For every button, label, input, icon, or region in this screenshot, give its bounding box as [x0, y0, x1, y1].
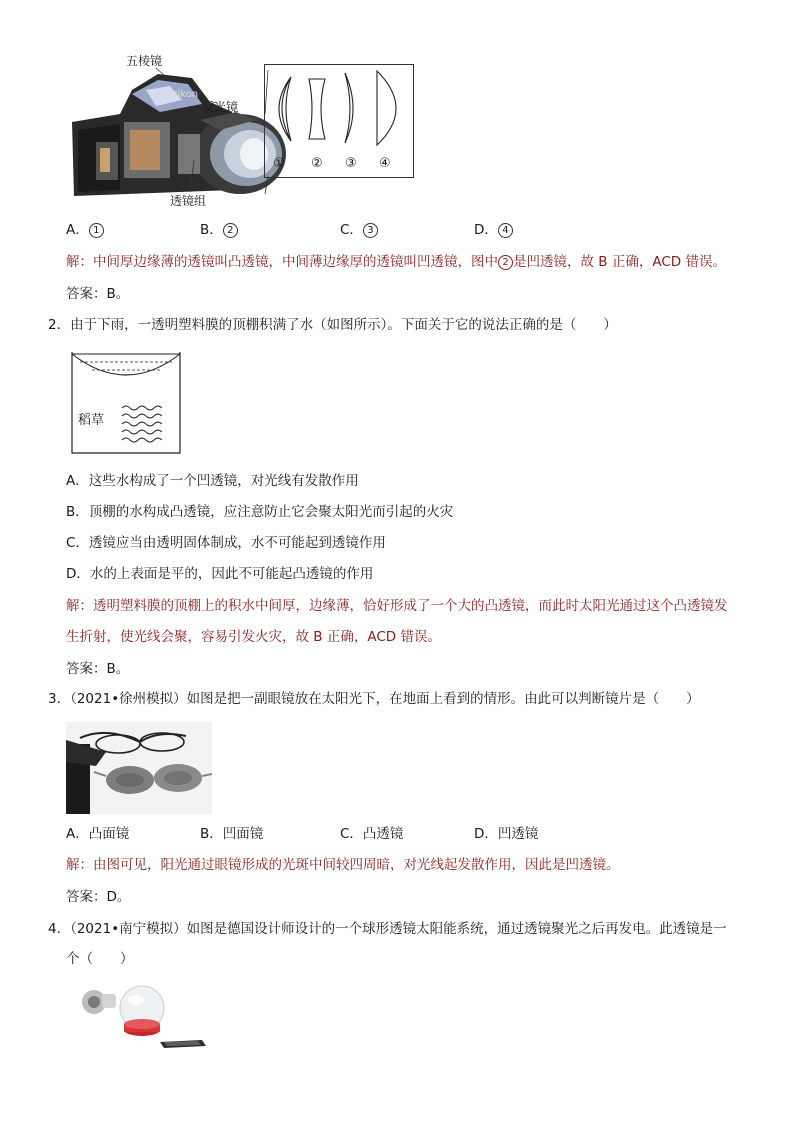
q4-stem-line-2: 个（ ） [66, 951, 134, 967]
q1-answer: 答案：B。 [66, 286, 130, 302]
roof-water-illustration [70, 350, 182, 455]
prism-label: 五棱镜 [126, 54, 163, 68]
q2-solution-line-2: 生折射，使光线会聚，容易引发火灾，故 B 正确，ACD 错误。 [66, 629, 441, 645]
lens-number-4: ④ [379, 156, 391, 171]
q2-option-d[interactable]: D．水的上表面是平的，因此不可能起凸透镜的作用 [66, 566, 374, 582]
lens-types-box [264, 64, 414, 178]
q2-answer: 答案：B。 [66, 661, 130, 677]
q4-stem-line-1: 4．（2021•南宁模拟）如图是德国设计师设计的一个球形透镜太阳能系统，通过透镜聚光之后再发电。此透镜是一 [48, 921, 727, 937]
glasses-figure [66, 722, 212, 814]
mirror-label: 反光镜 [202, 100, 239, 114]
circled-number: 2 [498, 255, 513, 270]
q2-option-b[interactable]: B．顶棚的水构成凸透镜，应注意防止它会聚太阳光而引起的火灾 [66, 504, 454, 520]
q2-stem: 2．由于下雨，一透明塑料膜的顶棚积满了水（如图所示）。下面关于它的说法正确的是（ ） [48, 317, 617, 333]
q3-option-c[interactable]: C．凸透镜 [340, 826, 404, 842]
q3-option-d[interactable]: D．凹透镜 [474, 826, 539, 842]
straw-label: 稻草 [78, 413, 105, 428]
q2-solution-line-1: 解：透明塑料膜的顶棚上的积水中间厚，边缘薄，恰好形成了一个大的凸透镜，而此时太阳光通过这个凸透镜发 [66, 598, 728, 614]
sphere-lens-photo [76, 980, 208, 1052]
roof-figure [70, 350, 182, 455]
q1-option-d[interactable]: D． 4 [474, 221, 513, 239]
q3-option-a[interactable]: A．凸面镜 [66, 826, 130, 842]
q2-option-c[interactable]: C．透镜应当由透明固体制成，水不可能起到透镜作用 [66, 535, 386, 551]
q3-solution: 解：由图可见，阳光通过眼镜形成的光斑中间较四周暗，对光线起发散作用，因此是凹透镜。 [66, 857, 620, 873]
glasses-shadow-photo [66, 722, 212, 814]
brand-label: Nikon [170, 89, 199, 100]
lens-number-3: ③ [345, 156, 357, 171]
circled-number: 4 [498, 223, 513, 238]
circled-number: 2 [223, 223, 238, 238]
circled-number: 3 [363, 223, 378, 238]
q1-option-a[interactable]: A． 1 [66, 221, 104, 239]
lens-number-2: ② [311, 156, 323, 171]
q1-option-c[interactable]: C． 3 [340, 221, 378, 239]
q1-option-b[interactable]: B． 2 [200, 221, 238, 239]
circled-number: 1 [89, 223, 104, 238]
q2-option-a[interactable]: A．这些水构成了一个凹透镜，对光线有发散作用 [66, 473, 359, 489]
q3-option-b[interactable]: B．凹面镜 [200, 826, 264, 842]
q1-solution: 解：中间厚边缘薄的透镜叫凸透镜，中间薄边缘厚的透镜叫凹透镜，图中 2 是凹透镜，故 B 正确，ACD 错误。 [66, 254, 726, 270]
lens-group-label: 透镜组 [170, 194, 207, 208]
lens-number-1: ① [273, 156, 285, 171]
q3-stem: 3．（2021•徐州模拟）如图是把一副眼镜放在太阳光下，在地面上看到的情形。由此可以判断镜片是（ ） [48, 691, 700, 707]
q3-answer: 答案：D。 [66, 889, 131, 905]
solar-lens-figure [76, 980, 208, 1052]
lens-shapes [265, 65, 413, 155]
